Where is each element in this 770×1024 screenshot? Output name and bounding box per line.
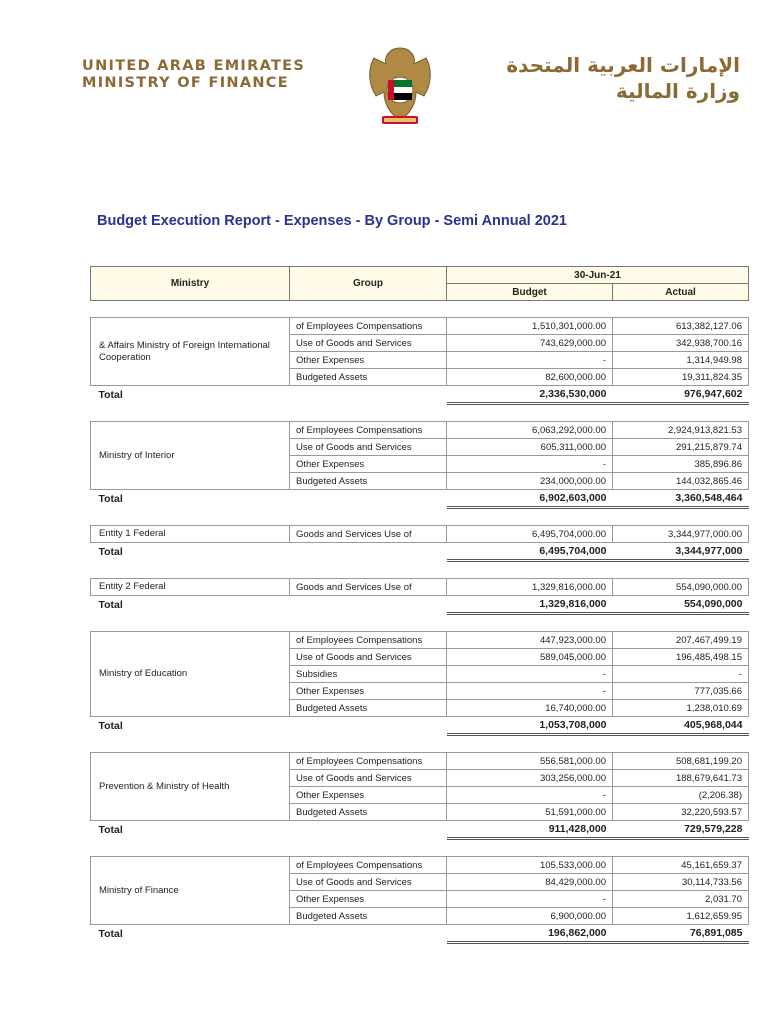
- arabic-name-line2: وزارة المالية: [615, 79, 740, 103]
- budget-cell: -: [447, 666, 613, 683]
- arabic-org-name: [506, 52, 740, 104]
- header-group: Group: [290, 267, 447, 301]
- budget-cell: -: [447, 787, 613, 804]
- total-spacer: [290, 490, 447, 508]
- group-cell: Use of Goods and Services: [290, 649, 447, 666]
- english-org-name: [82, 58, 305, 92]
- group-cell: Use of Goods and Services: [290, 335, 447, 352]
- actual-cell: 32,220,593.57: [613, 804, 749, 821]
- total-actual: 976,947,602: [613, 386, 749, 404]
- section-gap: [90, 562, 748, 578]
- total-actual: 729,579,228: [613, 821, 749, 839]
- group-cell: Goods and Services Use of: [290, 579, 447, 596]
- budget-cell: 6,063,292,000.00: [447, 422, 613, 439]
- actual-cell: 508,681,199.20: [613, 753, 749, 770]
- total-label: Total: [98, 388, 123, 401]
- budget-cell: 303,256,000.00: [447, 770, 613, 787]
- group-cell: Subsidies: [290, 666, 447, 683]
- section-gap: [90, 301, 748, 317]
- table-header: [90, 266, 749, 301]
- group-cell: of Employees Compensations: [290, 318, 447, 335]
- total-row: [91, 821, 749, 839]
- total-actual: 3,344,977,000: [613, 543, 749, 561]
- actual-cell: -: [613, 666, 749, 683]
- total-spacer: [290, 717, 447, 735]
- ministry-section: [90, 752, 749, 840]
- english-name-line1: UNITED ARAB EMIRATES: [82, 58, 306, 74]
- uae-emblem-icon: [360, 44, 440, 130]
- total-actual: 3,360,548,464: [613, 490, 749, 508]
- budget-cell: 1,329,816,000.00: [447, 579, 613, 596]
- actual-cell: 291,215,879.74: [613, 439, 749, 456]
- actual-cell: 2,031.70: [613, 891, 749, 908]
- ministry-name: Entity 1 Federal: [91, 526, 290, 543]
- report-title: Budget Execution Report - Expenses - By Group - Semi Annual 2021: [97, 213, 567, 229]
- ministry-name: Ministry of Finance: [91, 857, 290, 925]
- total-label: Total: [98, 719, 123, 732]
- ministry-section: [90, 525, 749, 562]
- total-label: Total: [98, 598, 123, 611]
- ministry-name: & Affairs Ministry of Foreign International Cooperation: [91, 318, 290, 386]
- header-budget: Budget: [447, 284, 613, 301]
- group-cell: Budgeted Assets: [290, 804, 447, 821]
- total-budget: 1,053,708,000: [447, 717, 613, 735]
- budget-cell: 1,510,301,000.00: [447, 318, 613, 335]
- budget-cell: 234,000,000.00: [447, 473, 613, 490]
- table-row: [91, 857, 749, 874]
- budget-cell: 51,591,000.00: [447, 804, 613, 821]
- table-row: [91, 526, 749, 543]
- table-row: [91, 422, 749, 439]
- group-cell: Use of Goods and Services: [290, 770, 447, 787]
- group-cell: of Employees Compensations: [290, 422, 447, 439]
- ministry-section: [90, 421, 749, 509]
- ministry-name: Ministry of Interior: [91, 422, 290, 490]
- group-cell: Other Expenses: [290, 787, 447, 804]
- table-row: [91, 753, 749, 770]
- total-budget: 1,329,816,000: [447, 596, 613, 614]
- budget-cell: -: [447, 456, 613, 473]
- group-cell: of Employees Compensations: [290, 753, 447, 770]
- budget-cell: -: [447, 891, 613, 908]
- group-cell: Budgeted Assets: [290, 369, 447, 386]
- total-budget: 911,428,000: [447, 821, 613, 839]
- ministry-section: [90, 578, 749, 615]
- total-row: [91, 543, 749, 561]
- header-actual: Actual: [613, 284, 749, 301]
- actual-cell: 613,382,127.06: [613, 318, 749, 335]
- group-cell: Other Expenses: [290, 456, 447, 473]
- sections-container: [90, 301, 748, 944]
- actual-cell: 2,924,913,821.53: [613, 422, 749, 439]
- actual-cell: 554,090,000.00: [613, 579, 749, 596]
- actual-cell: 385,896.86: [613, 456, 749, 473]
- actual-cell: (2,206.38): [613, 787, 749, 804]
- budget-cell: -: [447, 683, 613, 700]
- total-budget: 6,495,704,000: [447, 543, 613, 561]
- total-actual: 76,891,085: [613, 925, 749, 943]
- ministry-name: Entity 2 Federal: [91, 579, 290, 596]
- total-row: [91, 717, 749, 735]
- budget-cell: 743,629,000.00: [447, 335, 613, 352]
- group-cell: of Employees Compensations: [290, 857, 447, 874]
- total-label: Total: [98, 927, 123, 940]
- total-actual: 405,968,044: [613, 717, 749, 735]
- group-cell: Other Expenses: [290, 683, 447, 700]
- ministry-name: Ministry of Education: [91, 632, 290, 717]
- header-ministry: Ministry: [91, 267, 290, 301]
- section-gap: [90, 615, 748, 631]
- total-budget: 2,336,530,000: [447, 386, 613, 404]
- total-budget: 196,862,000: [447, 925, 613, 943]
- group-cell: Goods and Services Use of: [290, 526, 447, 543]
- group-cell: Use of Goods and Services: [290, 874, 447, 891]
- total-budget: 6,902,603,000: [447, 490, 613, 508]
- ministry-section: [90, 631, 749, 736]
- budget-cell: 605,311,000.00: [447, 439, 613, 456]
- section-gap: [90, 840, 748, 856]
- total-label: Total: [98, 545, 123, 558]
- table-row: [91, 632, 749, 649]
- total-row: [91, 596, 749, 614]
- budget-cell: 447,923,000.00: [447, 632, 613, 649]
- budget-cell: 6,900,000.00: [447, 908, 613, 925]
- budget-cell: 82,600,000.00: [447, 369, 613, 386]
- budget-cell: 589,045,000.00: [447, 649, 613, 666]
- budget-cell: -: [447, 352, 613, 369]
- ministry-name: Prevention & Ministry of Health: [91, 753, 290, 821]
- budget-cell: 105,533,000.00: [447, 857, 613, 874]
- actual-cell: 196,485,498.15: [613, 649, 749, 666]
- actual-cell: 1,612,659.95: [613, 908, 749, 925]
- group-cell: Use of Goods and Services: [290, 439, 447, 456]
- actual-cell: 342,938,700.16: [613, 335, 749, 352]
- total-spacer: [290, 821, 447, 839]
- table-row: [91, 579, 749, 596]
- total-spacer: [290, 596, 447, 614]
- group-cell: Budgeted Assets: [290, 473, 447, 490]
- actual-cell: 1,314,949.98: [613, 352, 749, 369]
- budget-cell: 84,429,000.00: [447, 874, 613, 891]
- section-gap: [90, 405, 748, 421]
- actual-cell: 144,032,865.46: [613, 473, 749, 490]
- ministry-section: [90, 856, 749, 944]
- group-cell: Budgeted Assets: [290, 908, 447, 925]
- letterhead: [0, 30, 770, 130]
- section-gap: [90, 509, 748, 525]
- ministry-section: [90, 317, 749, 405]
- total-spacer: [290, 543, 447, 561]
- actual-cell: 3,344,977,000.00: [613, 526, 749, 543]
- total-row: [91, 490, 749, 508]
- total-row: [91, 925, 749, 943]
- total-label: Total: [98, 823, 123, 836]
- actual-cell: 45,161,659.37: [613, 857, 749, 874]
- total-spacer: [290, 386, 447, 404]
- actual-cell: 188,679,641.73: [613, 770, 749, 787]
- header-date: 30-Jun-21: [447, 267, 749, 284]
- arabic-name-line1: الإمارات العربية المتحدة: [506, 53, 740, 77]
- table-row: [91, 318, 749, 335]
- group-cell: of Employees Compensations: [290, 632, 447, 649]
- total-label: Total: [98, 492, 123, 505]
- budget-cell: 16,740,000.00: [447, 700, 613, 717]
- budget-table: [90, 266, 748, 944]
- total-spacer: [290, 925, 447, 943]
- budget-cell: 6,495,704,000.00: [447, 526, 613, 543]
- actual-cell: 207,467,499.19: [613, 632, 749, 649]
- group-cell: Other Expenses: [290, 891, 447, 908]
- actual-cell: 19,311,824.35: [613, 369, 749, 386]
- group-cell: Budgeted Assets: [290, 700, 447, 717]
- total-actual: 554,090,000: [613, 596, 749, 614]
- budget-cell: 556,581,000.00: [447, 753, 613, 770]
- total-row: [91, 386, 749, 404]
- actual-cell: 1,238,010.69: [613, 700, 749, 717]
- group-cell: Other Expenses: [290, 352, 447, 369]
- actual-cell: 777,035.66: [613, 683, 749, 700]
- english-name-line2: MINISTRY OF FINANCE: [82, 75, 289, 91]
- actual-cell: 30,114,733.56: [613, 874, 749, 891]
- section-gap: [90, 736, 748, 752]
